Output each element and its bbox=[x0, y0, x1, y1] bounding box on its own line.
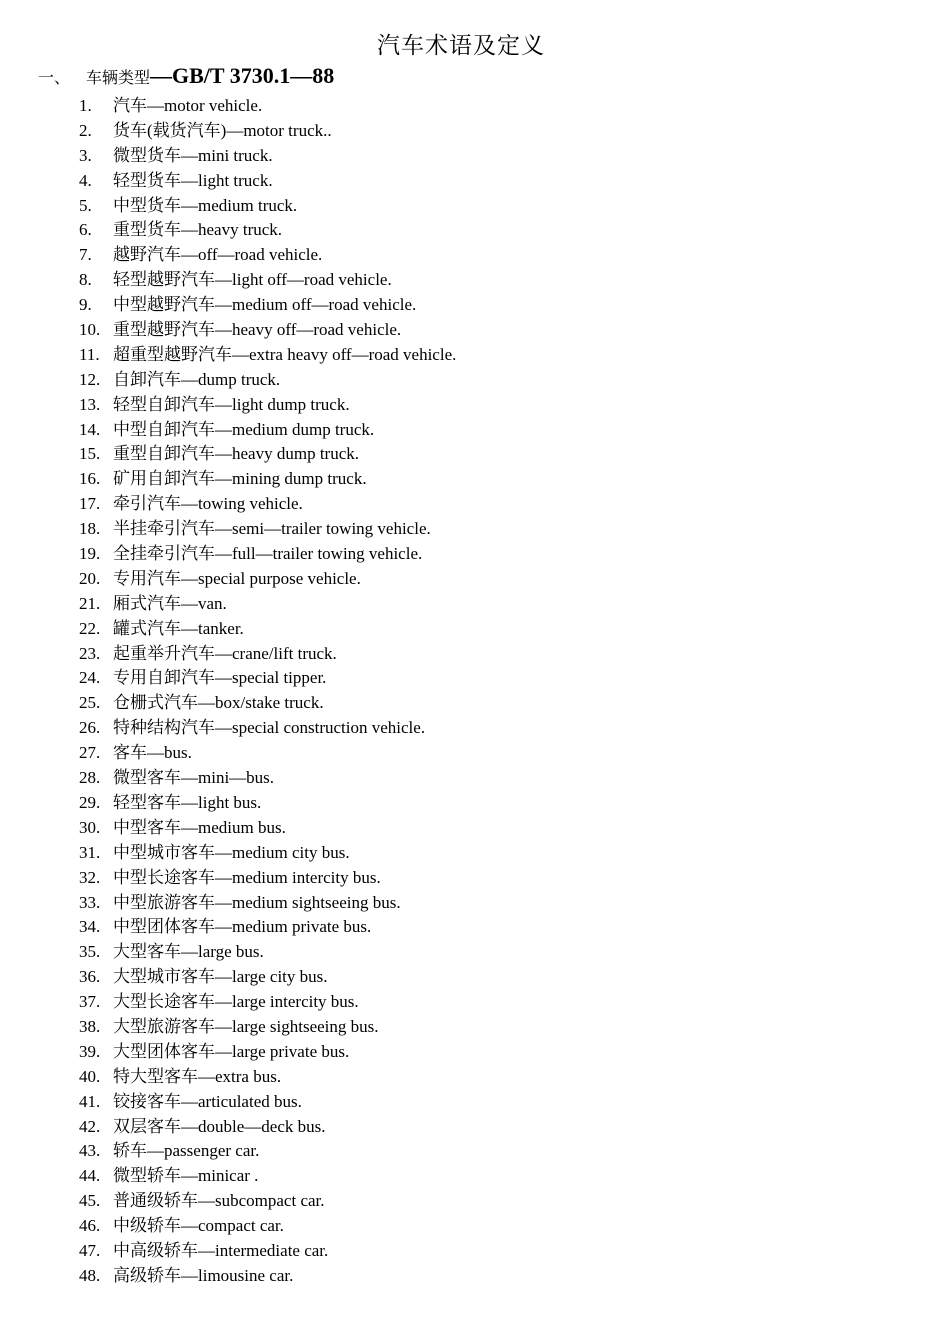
term-text: 仓栅式汽车—box/stake truck. bbox=[113, 693, 324, 713]
term-text: 自卸汽车—dump truck. bbox=[113, 369, 281, 389]
term-text: 铰接客车—articulated bus. bbox=[113, 1091, 302, 1111]
term-text: 中型城市客车—medium city bus. bbox=[113, 842, 350, 862]
item-number: 23. bbox=[79, 643, 101, 663]
term-text: 重型越野汽车—heavy off—road vehicle. bbox=[113, 320, 402, 340]
item-number: 45. bbox=[79, 1191, 101, 1211]
list-item bbox=[79, 144, 456, 169]
term-text: 厢式汽车—van. bbox=[113, 593, 227, 613]
item-number: 1. bbox=[79, 96, 92, 115]
item-number: 36. bbox=[79, 967, 101, 987]
list-item bbox=[79, 766, 456, 791]
term-text: 专用汽车—special purpose vehicle. bbox=[113, 568, 361, 588]
list-item bbox=[79, 567, 456, 592]
list-item bbox=[79, 866, 456, 891]
term-text: 轻型自卸汽车—light dump truck. bbox=[113, 394, 350, 414]
section-label: 车辆类型 bbox=[86, 70, 151, 87]
list-item bbox=[79, 393, 456, 418]
term-text: 轻型越野汽车—light off—road vehicle. bbox=[113, 270, 392, 290]
term-list bbox=[79, 94, 456, 1289]
item-number: 11. bbox=[79, 344, 100, 364]
item-number: 31. bbox=[79, 842, 101, 862]
term-text: 轿车—passenger car. bbox=[113, 1141, 260, 1161]
item-number: 39. bbox=[79, 1041, 101, 1061]
item-number: 35. bbox=[79, 942, 101, 962]
term-text: 高级轿车—limousine car. bbox=[113, 1265, 294, 1285]
list-item bbox=[79, 1115, 456, 1140]
item-number: 12. bbox=[79, 369, 101, 389]
item-number: 21. bbox=[79, 593, 101, 613]
item-number: 22. bbox=[79, 618, 101, 638]
item-number: 26. bbox=[79, 718, 101, 738]
list-item bbox=[79, 1090, 456, 1115]
list-item bbox=[79, 915, 456, 940]
item-number: 48. bbox=[79, 1265, 101, 1285]
section-heading bbox=[38, 63, 334, 93]
list-item bbox=[79, 293, 456, 318]
term-text: 中高级轿车—intermediate car. bbox=[113, 1240, 329, 1260]
list-item bbox=[79, 318, 456, 343]
list-item bbox=[79, 1065, 456, 1090]
term-text: 双层客车—double—deck bus. bbox=[113, 1116, 326, 1136]
list-item bbox=[79, 990, 456, 1015]
term-text: 汽车—motor vehicle. bbox=[113, 96, 263, 115]
term-text: 牵引汽车—towing vehicle. bbox=[113, 494, 303, 514]
item-number: 16. bbox=[79, 469, 101, 489]
item-number: 13. bbox=[79, 394, 101, 414]
term-text: 微型轿车—minicar . bbox=[113, 1166, 259, 1186]
list-item bbox=[79, 1164, 456, 1189]
item-number: 10. bbox=[79, 320, 101, 340]
term-text: 中型客车—medium bus. bbox=[113, 817, 286, 837]
item-number: 33. bbox=[79, 892, 101, 912]
item-number: 17. bbox=[79, 494, 101, 514]
item-number: 7. bbox=[79, 245, 92, 265]
term-text: 中型团体客车—medium private bus. bbox=[113, 917, 372, 937]
item-number: 14. bbox=[79, 419, 101, 439]
list-item bbox=[79, 243, 456, 268]
list-item bbox=[79, 268, 456, 293]
term-text: 重型货车—heavy truck. bbox=[113, 220, 283, 240]
term-text: 轻型客车—light bus. bbox=[113, 792, 262, 812]
term-text: 矿用自卸汽车—mining dump truck. bbox=[113, 469, 367, 489]
list-item bbox=[79, 940, 456, 965]
item-number: 4. bbox=[79, 170, 92, 190]
list-item bbox=[79, 218, 456, 243]
list-item bbox=[79, 791, 456, 816]
item-number: 6. bbox=[79, 220, 92, 240]
list-item bbox=[79, 642, 456, 667]
list-item bbox=[79, 542, 456, 567]
list-item bbox=[79, 1015, 456, 1040]
item-number: 24. bbox=[79, 668, 101, 688]
list-item bbox=[79, 1139, 456, 1164]
term-text: 大型客车—large bus. bbox=[113, 942, 264, 962]
term-text: 中型自卸汽车—medium dump truck. bbox=[113, 419, 375, 439]
item-number: 41. bbox=[79, 1091, 101, 1111]
item-number: 32. bbox=[79, 867, 101, 887]
item-number: 29. bbox=[79, 792, 101, 812]
term-text: 中型越野汽车—medium off—road vehicle. bbox=[113, 295, 417, 315]
list-item bbox=[79, 1189, 456, 1214]
list-item bbox=[79, 517, 456, 542]
term-text: 微型货车—mini truck. bbox=[113, 145, 273, 165]
term-text: 半挂牵引汽车—semi—trailer towing vehicle. bbox=[113, 519, 431, 539]
item-number: 28. bbox=[79, 768, 101, 788]
term-text: 起重举升汽车—crane/lift truck. bbox=[113, 643, 337, 663]
term-text: 中型长途客车—medium intercity bus. bbox=[113, 867, 381, 887]
list-item bbox=[79, 741, 456, 766]
list-item bbox=[79, 965, 456, 990]
list-item bbox=[79, 368, 456, 393]
list-item bbox=[79, 666, 456, 691]
item-number: 3. bbox=[79, 145, 92, 165]
list-item bbox=[79, 841, 456, 866]
list-item bbox=[79, 891, 456, 916]
list-item bbox=[79, 592, 456, 617]
item-number: 19. bbox=[79, 544, 101, 564]
term-text: 普通级轿车—subcompact car. bbox=[113, 1191, 325, 1211]
item-number: 2. bbox=[79, 120, 92, 140]
list-item bbox=[79, 194, 456, 219]
item-number: 15. bbox=[79, 444, 101, 464]
term-text: 大型团体客车—large private bus. bbox=[113, 1041, 350, 1061]
list-item bbox=[79, 467, 456, 492]
item-number: 30. bbox=[79, 817, 101, 837]
term-text: 微型客车—mini—bus. bbox=[113, 768, 275, 788]
standard-code: —GB/T 3730.1—88 bbox=[150, 63, 335, 88]
list-item bbox=[79, 816, 456, 841]
term-text: 全挂牵引汽车—full—trailer towing vehicle. bbox=[113, 544, 423, 564]
item-number: 20. bbox=[79, 568, 101, 588]
term-text: 超重型越野汽车—extra heavy off—road vehicle. bbox=[113, 344, 457, 364]
list-item bbox=[79, 169, 456, 194]
list-item bbox=[79, 1040, 456, 1065]
list-item bbox=[79, 1214, 456, 1239]
page-title: 汽车术语及定义 bbox=[377, 33, 545, 58]
term-text: 专用自卸汽车—special tipper. bbox=[113, 668, 327, 688]
item-number: 37. bbox=[79, 992, 101, 1012]
item-number: 43. bbox=[79, 1141, 101, 1161]
item-number: 40. bbox=[79, 1066, 101, 1086]
item-number: 27. bbox=[79, 743, 101, 763]
term-text: 罐式汽车—tanker. bbox=[113, 618, 244, 638]
item-number: 8. bbox=[79, 270, 92, 290]
term-text: 特大型客车—extra bus. bbox=[113, 1066, 282, 1086]
list-item bbox=[79, 1239, 456, 1264]
item-number: 47. bbox=[79, 1240, 101, 1260]
item-number: 34. bbox=[79, 917, 101, 937]
term-text: 中级轿车—compact car. bbox=[113, 1216, 284, 1236]
item-number: 5. bbox=[79, 195, 92, 215]
term-text: 轻型货车—light truck. bbox=[113, 170, 273, 190]
list-item bbox=[79, 617, 456, 642]
term-text: 特种结构汽车—special construction vehicle. bbox=[113, 718, 426, 738]
item-number: 25. bbox=[79, 693, 101, 713]
term-text: 中型旅游客车—medium sightseeing bus. bbox=[113, 892, 401, 912]
list-item bbox=[79, 492, 456, 517]
term-text: 客车—bus. bbox=[113, 743, 192, 763]
item-number: 42. bbox=[79, 1116, 101, 1136]
list-item bbox=[79, 343, 456, 368]
item-number: 9. bbox=[79, 295, 92, 315]
list-item bbox=[79, 442, 456, 467]
item-number: 18. bbox=[79, 519, 101, 539]
term-text: 大型旅游客车—large sightseeing bus. bbox=[113, 1016, 379, 1036]
list-item bbox=[79, 119, 456, 144]
list-item bbox=[79, 691, 456, 716]
item-number: 44. bbox=[79, 1166, 101, 1186]
term-text: 中型货车—medium truck. bbox=[113, 195, 298, 215]
list-item bbox=[79, 1264, 456, 1289]
term-text: 大型长途客车—large intercity bus. bbox=[113, 992, 359, 1012]
list-item bbox=[79, 94, 456, 119]
term-text: 越野汽车—off—road vehicle. bbox=[113, 245, 323, 265]
list-item bbox=[79, 716, 456, 741]
section-number: 一、 bbox=[38, 70, 71, 87]
list-item bbox=[79, 418, 456, 443]
item-number: 46. bbox=[79, 1216, 101, 1236]
item-number: 38. bbox=[79, 1016, 101, 1036]
term-text: 货车(载货汽车)—motor truck.. bbox=[113, 120, 332, 140]
term-text: 重型自卸汽车—heavy dump truck. bbox=[113, 444, 359, 464]
term-text: 大型城市客车—large city bus. bbox=[113, 967, 328, 987]
